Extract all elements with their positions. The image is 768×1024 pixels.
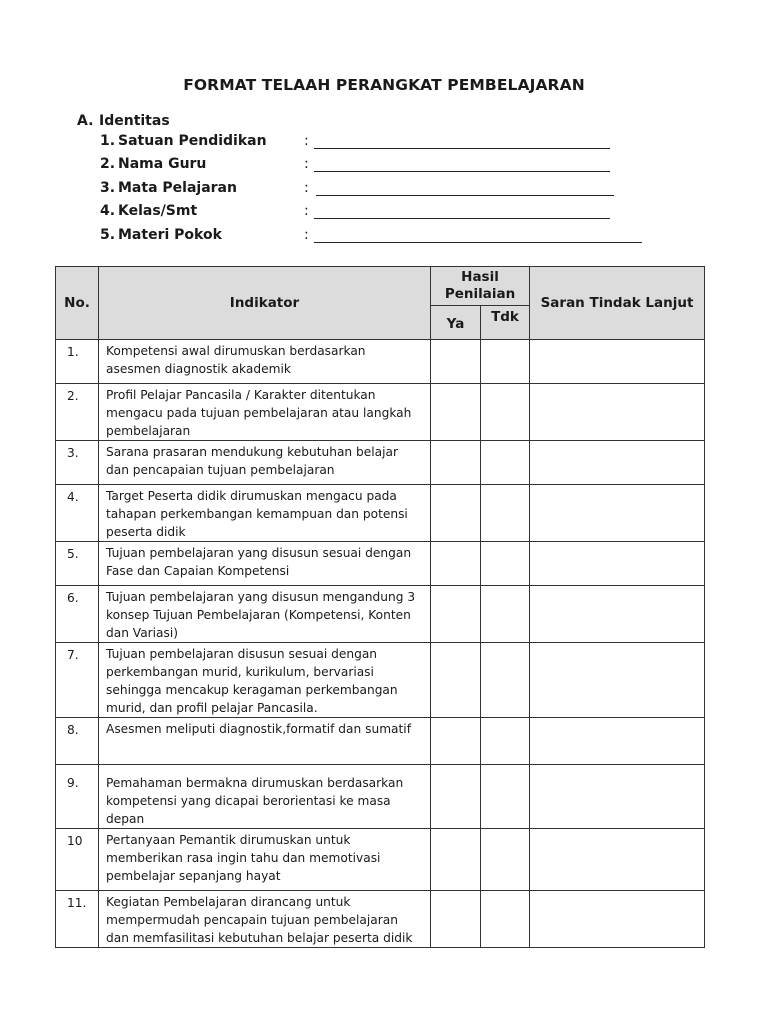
header-hasil-line1: Hasil xyxy=(461,269,499,285)
saran-cell[interactable] xyxy=(530,718,705,765)
field-number: 5. xyxy=(100,227,116,243)
identity-field-materi-pokok xyxy=(100,227,309,247)
field-label: Nama Guru xyxy=(118,156,207,172)
assessment-table xyxy=(55,266,705,948)
table-row xyxy=(56,765,705,829)
tdk-checkbox-cell[interactable] xyxy=(481,891,530,948)
table-row xyxy=(56,891,705,948)
tdk-checkbox-cell[interactable] xyxy=(481,765,530,829)
tdk-checkbox-cell[interactable] xyxy=(481,340,530,384)
row-indikator: Tujuan pembelajaran disusun sesuai dengan perkembangan murid, kurikulum, bervariasi sehingga mencakup keragaman perkembangan murid, dan profil pelajar Pancasila. xyxy=(99,643,431,718)
saran-cell[interactable] xyxy=(530,765,705,829)
row-indikator: Sarana prasaran mendukung kebutuhan belajar dan pencapaian tujuan pembelajaran xyxy=(99,441,431,485)
field-label: Materi Pokok xyxy=(118,227,222,243)
ya-checkbox-cell[interactable] xyxy=(431,340,481,384)
table-row xyxy=(56,441,705,485)
table-row xyxy=(56,586,705,643)
row-indikator: Tujuan pembelajaran yang disusun sesuai dengan Fase dan Capaian Kompetensi xyxy=(99,542,431,586)
saran-cell[interactable] xyxy=(530,829,705,891)
identity-field-mata-pelajaran xyxy=(100,180,309,200)
document-title: FORMAT TELAAH PERANGKAT PEMBELAJARAN xyxy=(183,76,585,94)
header-tdk: Tdk xyxy=(481,306,530,340)
saran-cell[interactable] xyxy=(530,586,705,643)
header-indikator: Indikator xyxy=(99,267,431,340)
tdk-checkbox-cell[interactable] xyxy=(481,718,530,765)
row-number: 4. xyxy=(56,485,99,542)
table-row xyxy=(56,485,705,542)
row-number: 11. xyxy=(56,891,99,948)
saran-cell[interactable] xyxy=(530,384,705,441)
ya-checkbox-cell[interactable] xyxy=(431,441,481,485)
ya-checkbox-cell[interactable] xyxy=(431,586,481,643)
row-indikator: Pertanyaan Pemantik dirumuskan untuk memberikan rasa ingin tahu dan memotivasi pembelajar sepanjang hayat xyxy=(99,829,431,891)
saran-cell[interactable] xyxy=(530,441,705,485)
row-indikator: Tujuan pembelajaran yang disusun mengandung 3 konsep Tujuan Pembelajaran (Kompetensi, Konten dan Variasi) xyxy=(99,586,431,643)
row-number: 5. xyxy=(56,542,99,586)
field-colon: : xyxy=(304,227,309,243)
field-number: 2. xyxy=(100,156,116,172)
row-number: 1. xyxy=(56,340,99,384)
tdk-checkbox-cell[interactable] xyxy=(481,485,530,542)
identity-field-kelas-smt xyxy=(100,203,309,223)
header-hasil-line2: Penilaian xyxy=(444,286,516,302)
ya-checkbox-cell[interactable] xyxy=(431,384,481,441)
row-indikator: Pemahaman bermakna dirumuskan berdasarkan kompetensi yang dicapai berorientasi ke masa depan xyxy=(99,765,431,829)
row-number: 6. xyxy=(56,586,99,643)
tdk-checkbox-cell[interactable] xyxy=(481,441,530,485)
fill-in-line[interactable] xyxy=(316,195,614,196)
section-identitas-heading xyxy=(77,113,170,129)
tdk-checkbox-cell[interactable] xyxy=(481,643,530,718)
ya-checkbox-cell[interactable] xyxy=(431,542,481,586)
row-indikator: Kompetensi awal dirumuskan berdasarkan asesmen diagnostik akademik xyxy=(99,340,431,384)
header-ya: Ya xyxy=(431,306,481,340)
row-number: 7. xyxy=(56,643,99,718)
fill-in-line[interactable] xyxy=(314,242,642,243)
row-number: 8. xyxy=(56,718,99,765)
field-colon: : xyxy=(304,203,309,219)
field-number: 4. xyxy=(100,203,116,219)
header-hasil-penilaian xyxy=(431,267,530,306)
table-body xyxy=(56,340,705,948)
tdk-checkbox-cell[interactable] xyxy=(481,586,530,643)
saran-cell[interactable] xyxy=(530,542,705,586)
identity-field-nama-guru xyxy=(100,156,309,176)
table-row xyxy=(56,542,705,586)
field-colon: : xyxy=(304,180,309,196)
tdk-checkbox-cell[interactable] xyxy=(481,542,530,586)
row-number: 9. xyxy=(56,765,99,829)
ya-checkbox-cell[interactable] xyxy=(431,891,481,948)
table-row xyxy=(56,643,705,718)
row-indikator: Kegiatan Pembelajaran dirancang untuk mempermudah pencapain tujuan pembelajaran dan memfasilitasi kebutuhan belajar peserta didik xyxy=(99,891,431,948)
saran-cell[interactable] xyxy=(530,340,705,384)
tdk-checkbox-cell[interactable] xyxy=(481,384,530,441)
tdk-checkbox-cell[interactable] xyxy=(481,829,530,891)
saran-cell[interactable] xyxy=(530,485,705,542)
row-indikator: Target Peserta didik dirumuskan mengacu pada tahapan perkembangan kemampuan dan potensi peserta didik xyxy=(99,485,431,542)
saran-cell[interactable] xyxy=(530,891,705,948)
row-indikator: Asesmen meliputi diagnostik,formatif dan sumatif xyxy=(99,718,431,765)
ya-checkbox-cell[interactable] xyxy=(431,765,481,829)
row-number: 3. xyxy=(56,441,99,485)
field-label: Kelas/Smt xyxy=(118,203,198,219)
row-indikator: Profil Pelajar Pancasila / Karakter ditentukan mengacu pada tujuan pembelajaran atau langkah pembelajaran xyxy=(99,384,431,441)
header-no: No. xyxy=(56,267,99,340)
field-number: 1. xyxy=(100,133,116,149)
table-header xyxy=(56,267,705,340)
ya-checkbox-cell[interactable] xyxy=(431,829,481,891)
section-letter: A. xyxy=(77,113,94,129)
header-saran-tindak-lanjut: Saran Tindak Lanjut xyxy=(530,267,705,340)
ya-checkbox-cell[interactable] xyxy=(431,718,481,765)
row-number: 2. xyxy=(56,384,99,441)
table-row xyxy=(56,384,705,441)
field-label: Satuan Pendidikan xyxy=(118,133,267,149)
saran-cell[interactable] xyxy=(530,643,705,718)
field-label: Mata Pelajaran xyxy=(118,180,237,196)
field-number: 3. xyxy=(100,180,116,196)
table-row xyxy=(56,340,705,384)
fill-in-line[interactable] xyxy=(314,171,610,172)
row-number: 10 xyxy=(56,829,99,891)
ya-checkbox-cell[interactable] xyxy=(431,643,481,718)
fill-in-line[interactable] xyxy=(314,148,610,149)
field-colon: : xyxy=(304,156,309,172)
table-row xyxy=(56,718,705,765)
table-row xyxy=(56,829,705,891)
field-colon: : xyxy=(304,133,309,149)
section-label: Identitas xyxy=(99,113,170,129)
ya-checkbox-cell[interactable] xyxy=(431,485,481,542)
fill-in-line[interactable] xyxy=(314,218,610,219)
identity-field-satuan-pendidikan xyxy=(100,133,309,153)
